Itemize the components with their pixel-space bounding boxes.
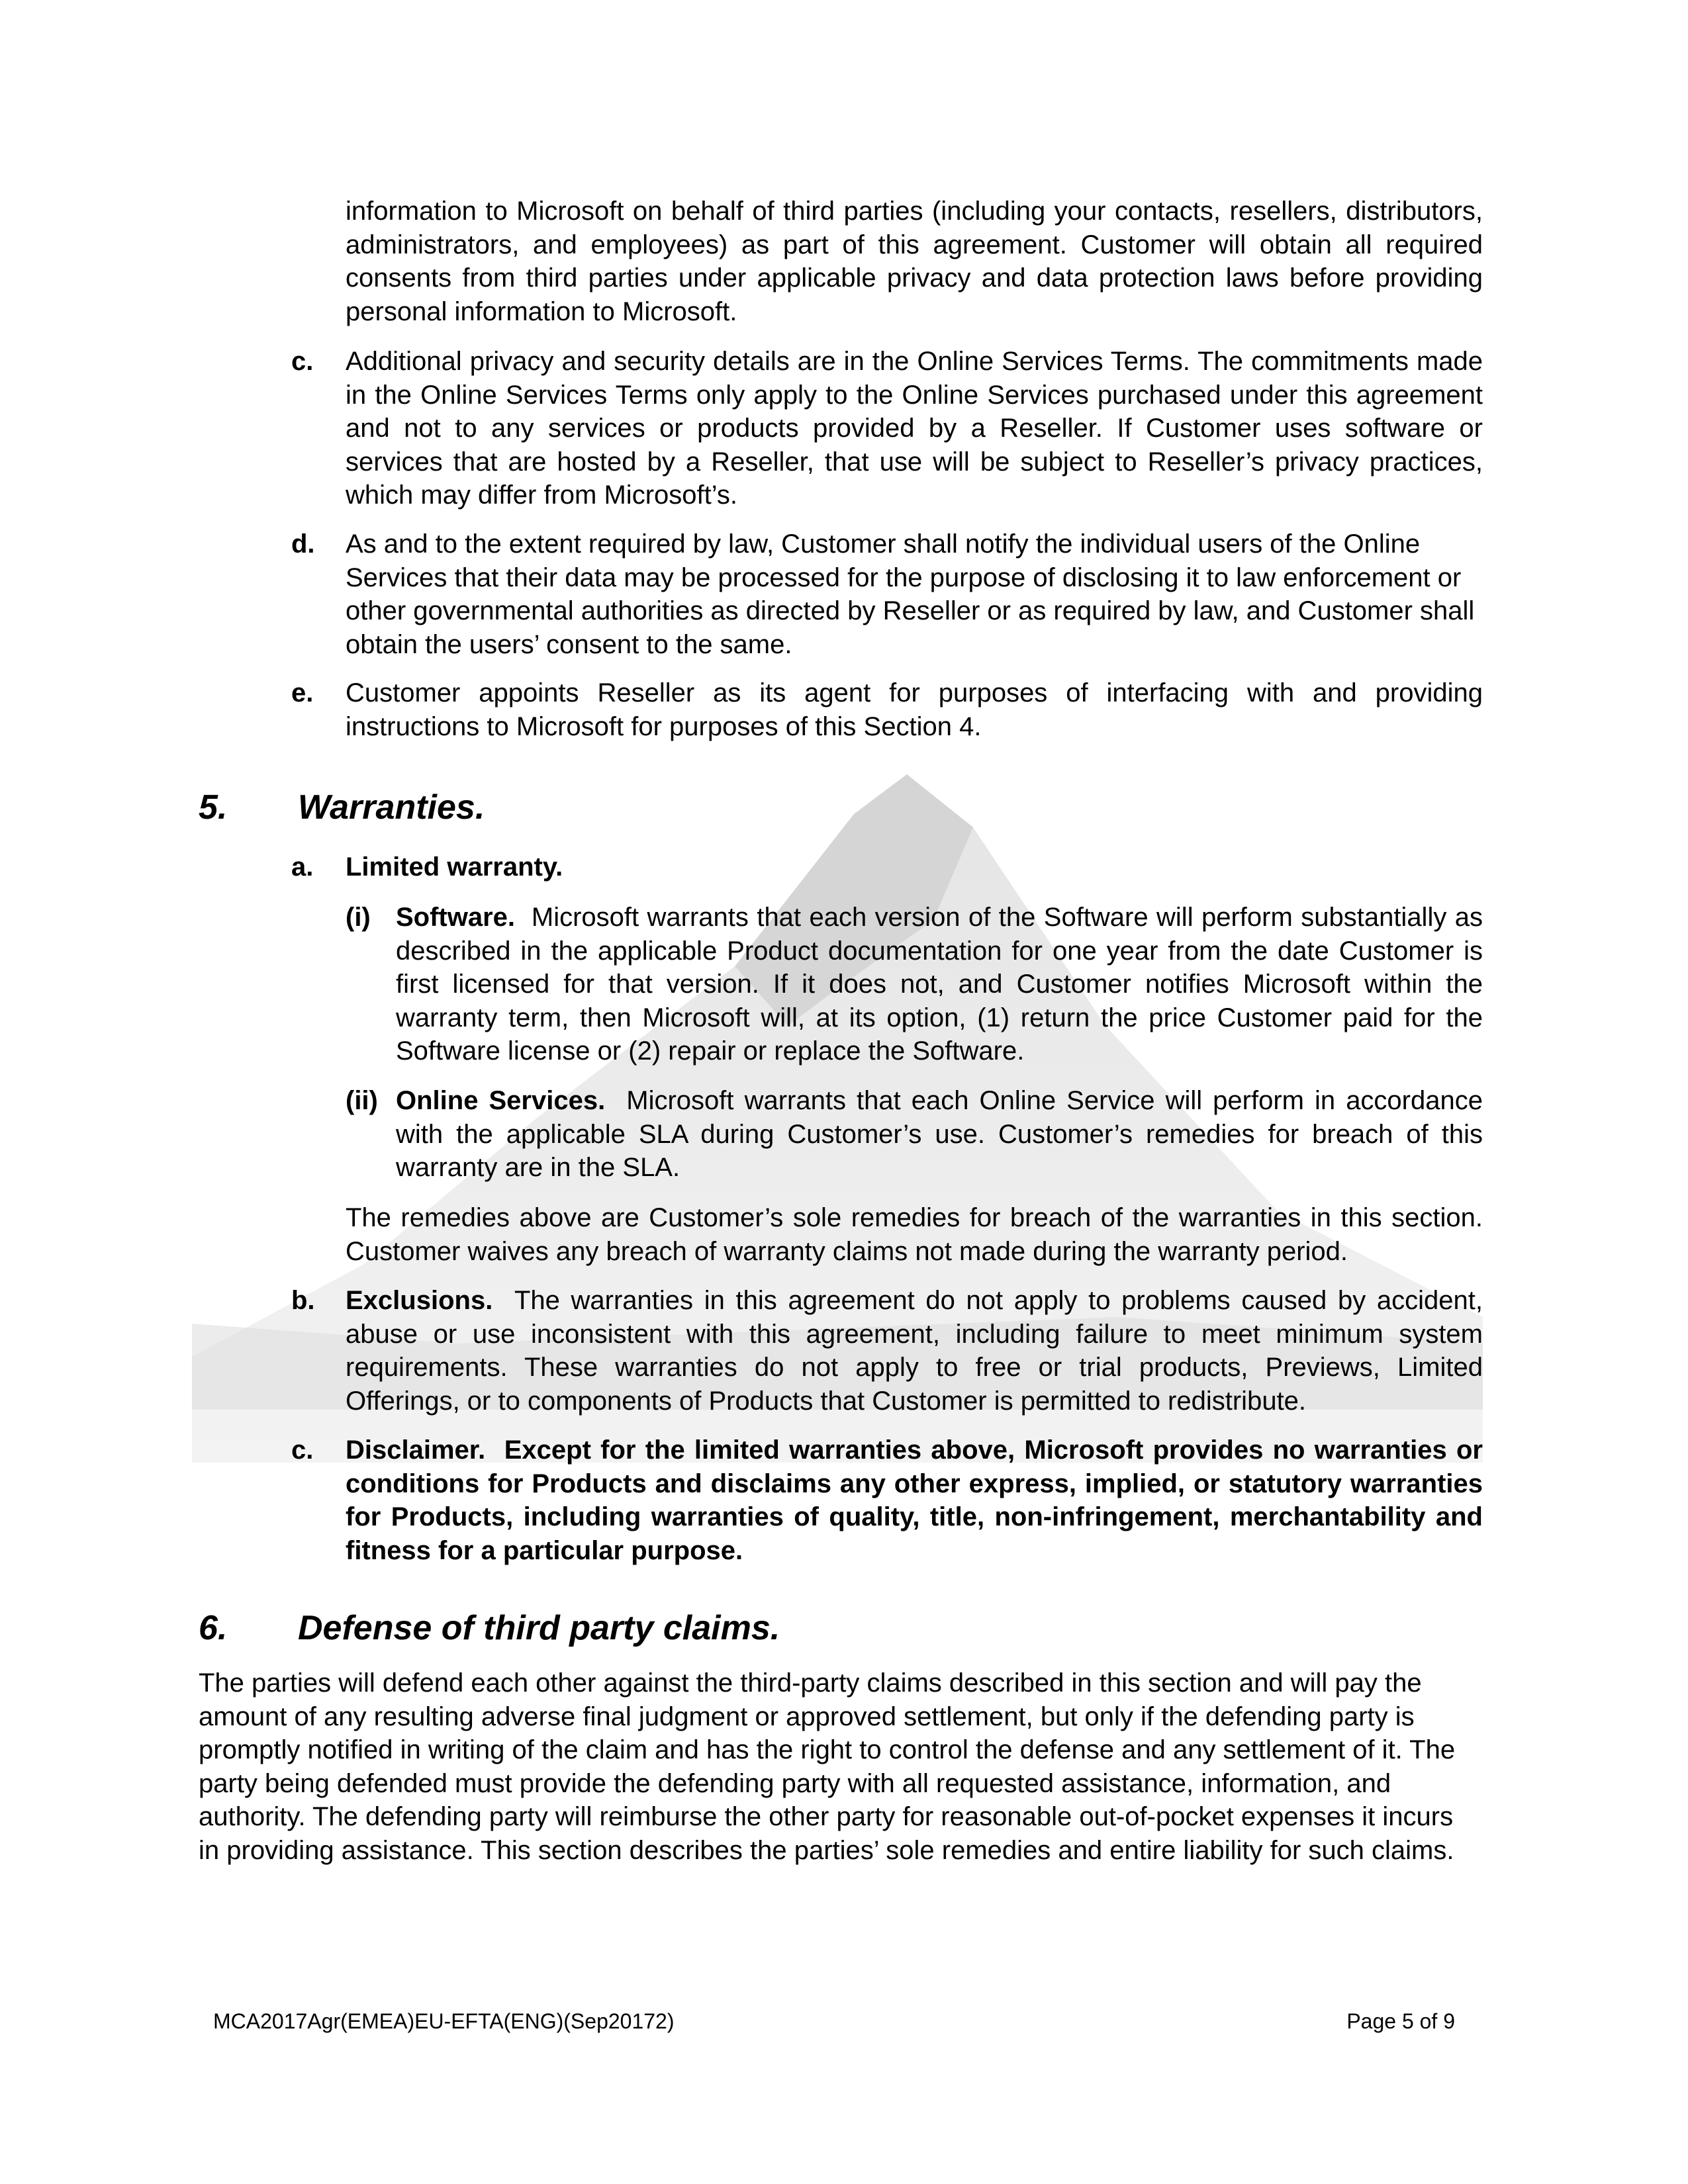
- section6-paragraph: The parties will defend each other against the third-party claims described in this section and will pay the amount of any resulting adverse final judgment or approved settlement, but only if the defending party is promptly notified in writing of the claim and has the right to control the defense and any settlement of it. The party being defended must provide the defending party with all requested assistance, information, and authority. The defending party will reimburse the other party for reasonable out-of-pocket expenses it incurs in providing assistance. This section describes the parties’ sole remedies and entire liability for such claims.: [199, 1668, 1456, 1865]
- section4-item-e: [291, 676, 1483, 743]
- section5-a-ii: [346, 1084, 1483, 1185]
- section5-a-i: [346, 901, 1483, 1068]
- section5-a-heading: [291, 850, 563, 884]
- sub-text: Microsoft warrants that each version of the Software will perform substantially as described in the applicable Product documentation for one year from the date Customer is first licensed for that version. If it does not, and Customer notifies Microsoft within the warranty term, then Microsoft will, at its option, (1) return the price Customer paid for the Software license or (2) repair or replace the Software.: [396, 903, 1483, 1066]
- sub-text: Microsoft warrants that each Online Service will perform in accordance with the applicable SLA during Customer’s use. Customer’s remedies for breach of this warranty are in the SLA.: [396, 1086, 1483, 1182]
- item-label: c.: [291, 347, 314, 376]
- footer-page-number: Page 5 of 9: [1346, 2009, 1455, 2033]
- item-title: Exclusions.: [346, 1286, 493, 1315]
- item-text: Additional privacy and security details are in the Online Services Terms. The commitments made in the Online Services Terms only apply to the Online Services purchased under this agreement and not to any services or products provided by a Reseller. If Customer uses software or services that are hosted by a Reseller, that use will be subject to Reseller’s privacy practices, which may differ from Microsoft’s.: [346, 347, 1483, 510]
- footer-doc-id: MCA2017Agr(EMEA)EU-EFTA(ENG)(Sep20172): [213, 2009, 675, 2033]
- section5-heading: [199, 788, 485, 827]
- item-label: d.: [291, 529, 315, 559]
- item-title: Disclaimer.: [346, 1435, 486, 1465]
- section4-item-d: [291, 527, 1483, 661]
- section-number: 5.: [199, 788, 228, 827]
- item-text: Except for the limited warranties above, Microsoft provides no warranties or conditions for Products and disclaims any other express, implied, or statutory warranties for Products, including warranties of quality, title, non-infringement, merchantability and fitness for a particular purpose.: [346, 1435, 1483, 1565]
- item-text: The warranties in this agreement do not apply to problems caused by accident, abuse or use inconsistent with this agreement, including failure to meet minimum system requirements. These warranties do not apply to free or trial products, Previews, Limited Offerings, or to components of Products that Customer is permitted to redistribute.: [346, 1286, 1483, 1416]
- item-text: As and to the extent required by law, Customer shall notify the individual users of the Online Services that their data may be processed for the purpose of disclosing it to law enforcement or other governmental authorities as directed by Reseller or as required by law, and Customer shall obtain the users’ consent to the same.: [346, 529, 1475, 659]
- item-label: a.: [291, 852, 314, 882]
- section5-a-remedies: The remedies above are Customer’s sole remedies for breach of the warranties in this section. Customer waives any breach of warranty claims not made during the warranty period.: [346, 1203, 1483, 1266]
- section4-continuation: information to Microsoft on behalf of third parties (including your contacts, resellers, distributors, administrators, and employees) as part of this agreement. Customer will obtain all required consents from third parties under applicable privacy and data protection laws before providing personal information to Microsoft.: [346, 197, 1483, 326]
- item-label: c.: [291, 1435, 314, 1465]
- section4-item-c: [291, 345, 1483, 512]
- section-title: Warranties.: [298, 788, 485, 827]
- sub-title: Software.: [396, 903, 516, 932]
- sub-title: Online Services.: [396, 1086, 606, 1115]
- section-title: Defense of third party claims.: [298, 1609, 780, 1647]
- sub-label: (i): [346, 903, 371, 932]
- sub-label: (ii): [346, 1086, 378, 1115]
- item-text: Customer appoints Reseller as its agent for purposes of interfacing with and providing instructions to Microsoft for purposes of this Section 4.: [346, 678, 1483, 741]
- item-label: e.: [291, 678, 314, 707]
- section5-item-c: [291, 1433, 1483, 1567]
- section6-heading: [199, 1608, 780, 1648]
- section5-item-b: [291, 1284, 1483, 1418]
- section-number: 6.: [199, 1609, 228, 1647]
- item-title: Limited warranty.: [346, 852, 563, 882]
- item-label: b.: [291, 1286, 315, 1315]
